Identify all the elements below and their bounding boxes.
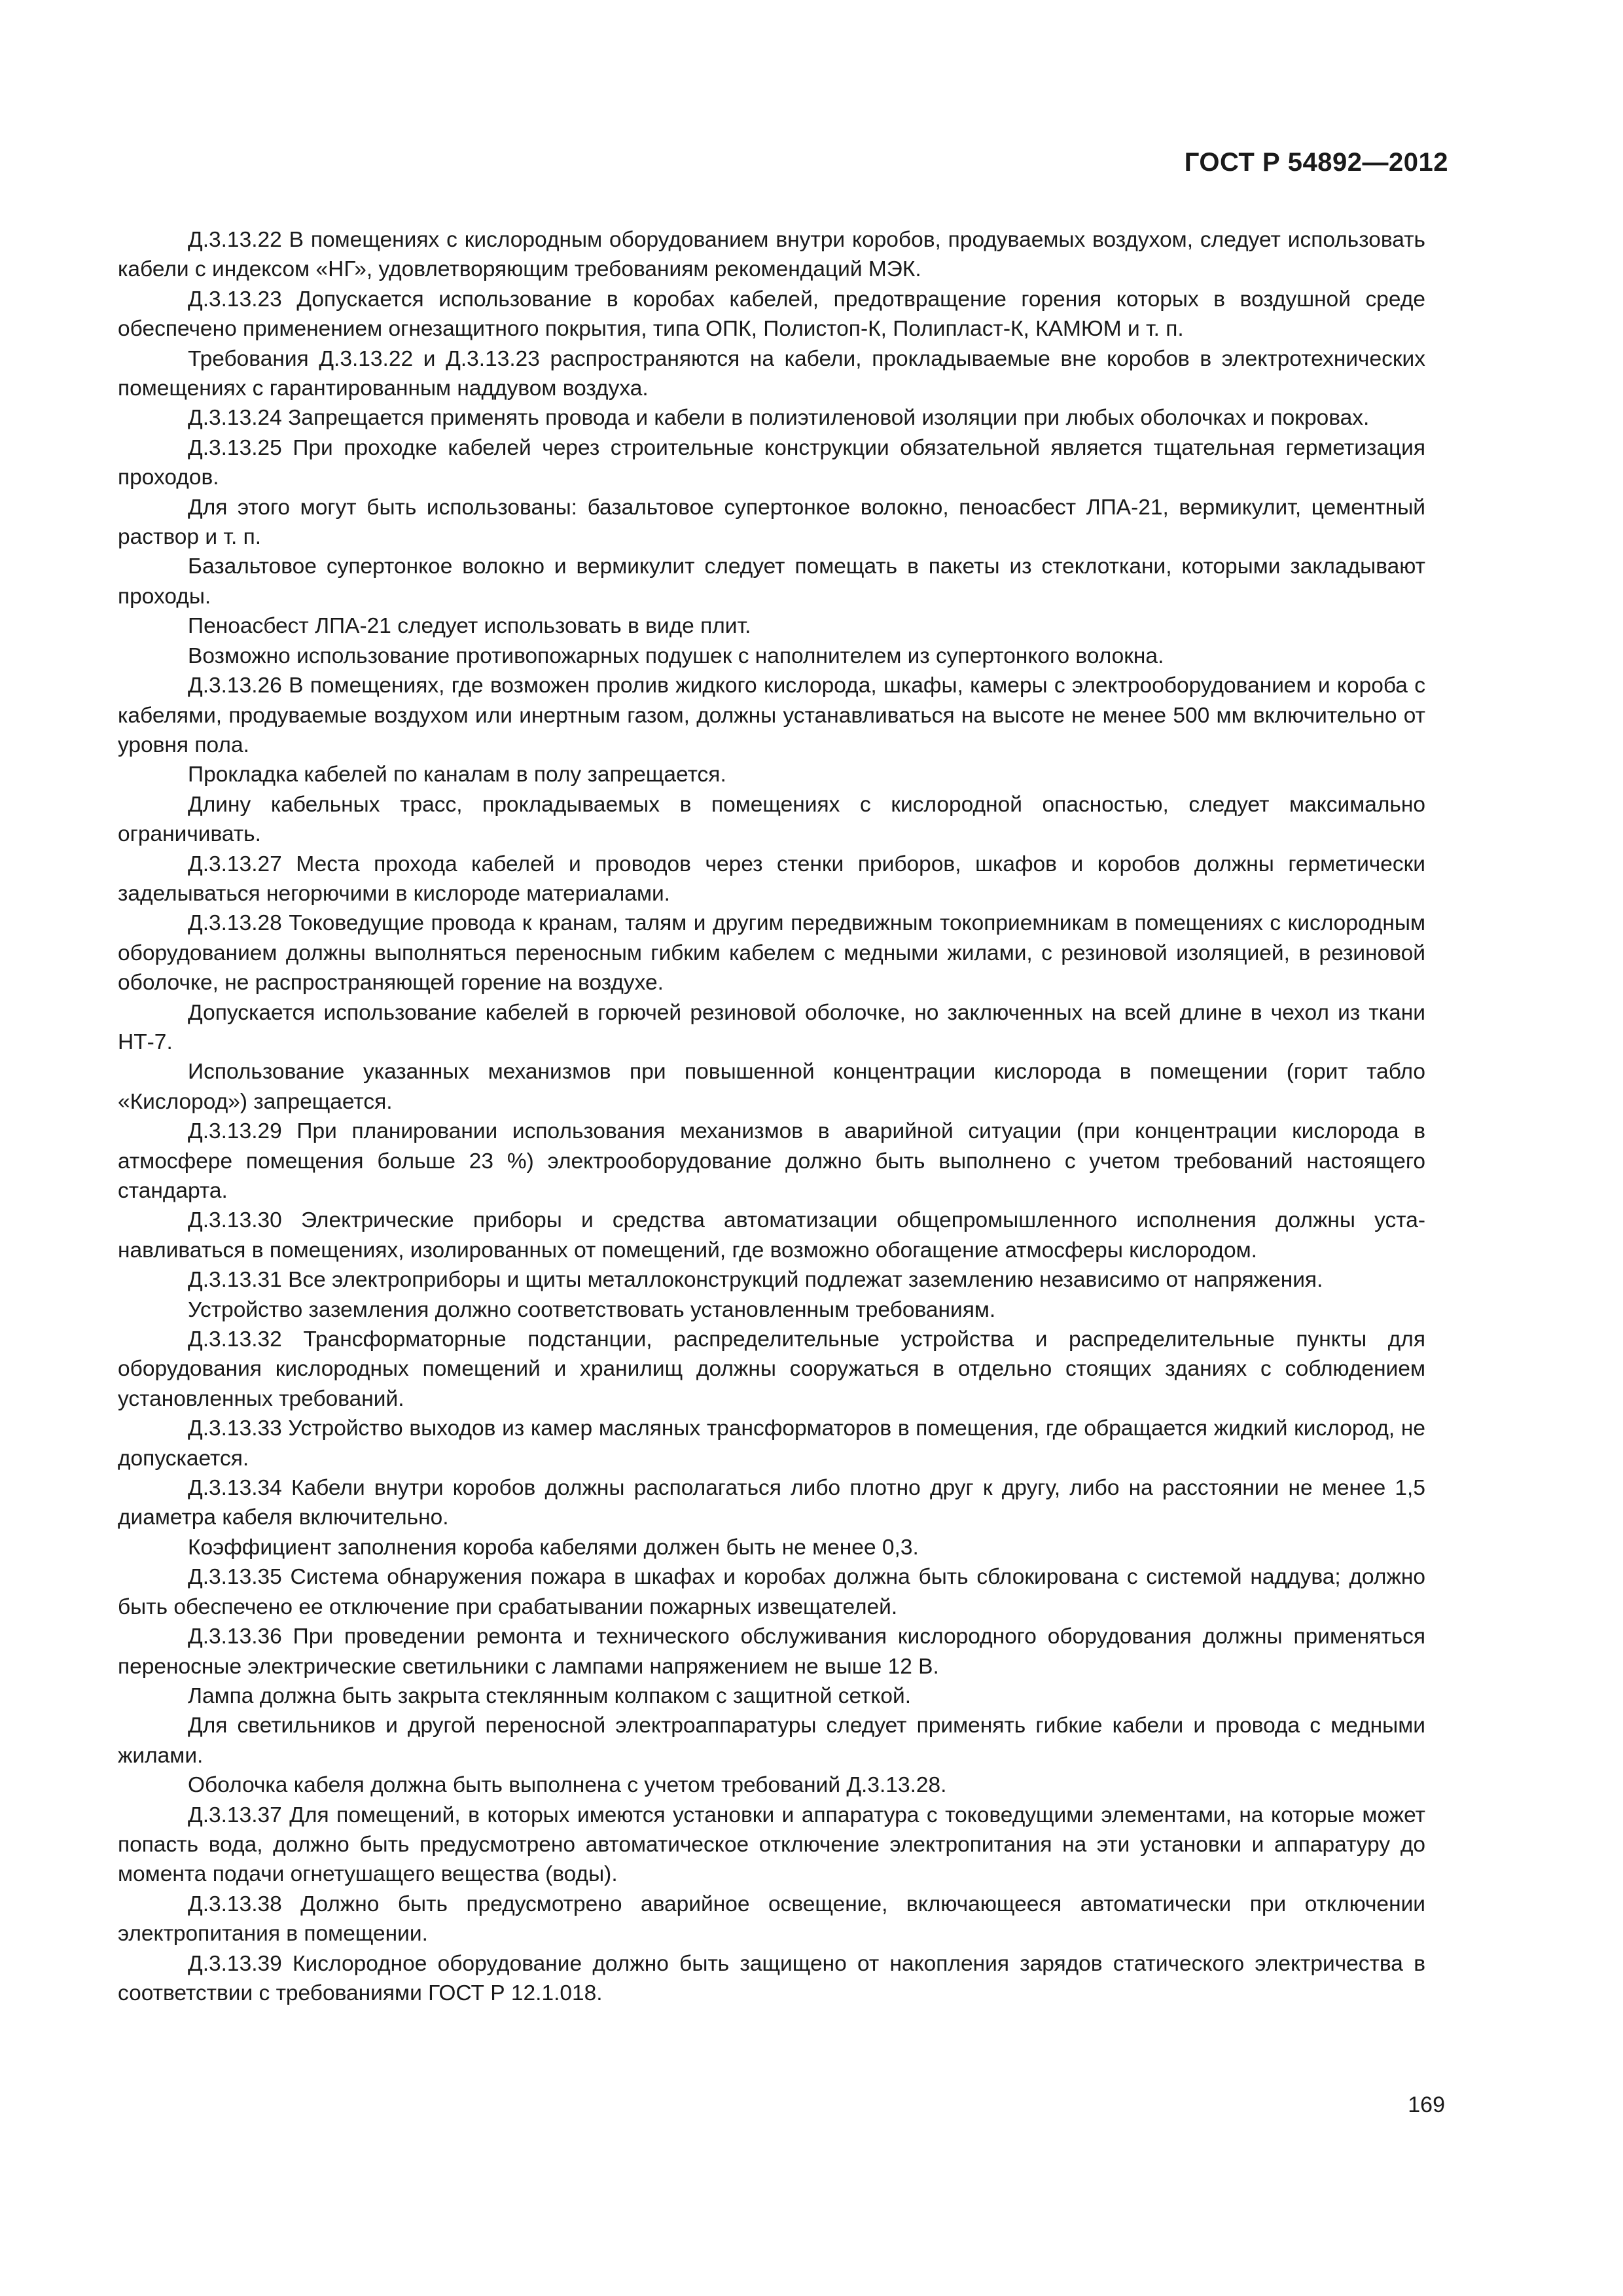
paragraph: Требования Д.3.13.22 и Д.3.13.23 распространяются на кабели, прокладываемые вне коробов в электротехнических помещениях с гарантированным наддувом воздуха. bbox=[118, 346, 1425, 401]
paragraph: Д.3.13.35 Система обнаружения пожара в шкафах и коробах должна быть сблокирована с системой наддува; должно быть обеспечено ее отключение при срабатывании пожарных извещателей. bbox=[118, 1565, 1425, 1619]
page-number: 169 bbox=[1408, 2092, 1445, 2117]
paragraph: Д.3.13.34 Кабели внутри коробов должны располагаться либо плотно друг к другу, либо на расстоянии не менее 1,5 диаметра кабеля включительно. bbox=[118, 1476, 1425, 1530]
paragraph: Устройство заземления должно соответствовать установленным требованиям. bbox=[188, 1297, 996, 1322]
paragraph: Для светильников и другой переносной электроаппаратуры следует применять гибкие кабели и провода с медными жилами. bbox=[118, 1713, 1425, 1768]
document-header: ГОСТ Р 54892—2012 bbox=[1184, 148, 1448, 177]
paragraph: Д.3.13.28 Токоведущие провода к кранам, талям и другим передвижным токоприемникам в помещениях с кислородным оборудованием должны выполняться переносным гибким кабелем с медными жилами, с резиновой изоляцией, в резиновой оболочке, не распространяющей горение на воздухе. bbox=[118, 911, 1425, 996]
paragraph: Д.3.13.27 Места прохода кабелей и проводов через стенки приборов, шкафов и коробов должны герметически заделываться негорючими в кислороде материалами. bbox=[118, 852, 1425, 906]
paragraph: Д.3.13.26 В помещениях, где возможен пролив жидкого кислорода, шкафы, камеры с электрооборудованием и короба с кабелями, продуваемые воздухом или инертным газом, должны устанавливаться на высоте не менее 500 мм включительно от уровня пола. bbox=[118, 673, 1425, 757]
paragraph: Д.3.13.25 При проходке кабелей через строительные конструкции обязательной является тщательная герметизация проходов. bbox=[118, 435, 1425, 490]
paragraph: Для этого могут быть использованы: базальтовое супертонкое волокно, пеноасбест ЛПА-21, вермикулит, цементный раствор и т. п. bbox=[118, 495, 1425, 550]
paragraph: Длину кабельных трасс, прокладываемых в помещениях с кислородной опасностью, следует максимально ограничивать. bbox=[118, 792, 1425, 847]
paragraph: Д.3.13.39 Кислородное оборудование должно быть защищено от накопления зарядов статического электричества в соответствии с требованиями ГОСТ Р 12.1.018. bbox=[118, 1951, 1425, 2005]
paragraph: Д.3.13.31 Все электроприборы и щиты металлоконструкций подлежат заземлению независимо от напряжения. bbox=[188, 1268, 1323, 1293]
paragraph: Д.3.13.22 В помещениях с кислородным оборудованием внутри коробов, продуваемых воздухом, следует использовать кабели с индексом «НГ», удовлетворяющим требованиям рекомендаций МЭК. bbox=[118, 228, 1425, 282]
paragraph: Оболочка кабеля должна быть выполнена с учетом требований Д.3.13.28. bbox=[188, 1773, 947, 1798]
paragraph: Использование указанных механизмов при повышенной концентрации кислорода в помещении (горит табло «Кислород») запрещается. bbox=[118, 1060, 1425, 1114]
paragraph: Д.3.13.29 При планировании использования механизмов в аварийной ситуации (при концентрации кислорода в атмосфере помещения больше 23 %) электрооборудование должно быть выполнено с учетом требований настоящего стандарта. bbox=[118, 1119, 1425, 1203]
paragraph: Д.3.13.37 Для помещений, в которых имеются установки и аппаратура с токоведущими элементами, на которые может попасть вода, должно быть предусмотрено автоматическое отключение электропитания на эти установки и аппаратуру до момента подачи огнетушащего вещества (воды). bbox=[118, 1803, 1425, 1887]
paragraph: Д.3.13.24 Запрещается применять провода и кабели в полиэтиленовой изоляции при любых оболочках и покровах. bbox=[188, 406, 1370, 431]
paragraph: Базальтовое супертонкое волокно и вермикулит следует помещать в пакеты из стеклоткани, которыми закладывают проходы. bbox=[118, 554, 1425, 609]
paragraph: Д.3.13.30 Электрические приборы и средства автоматизации общепромышленного исполнения должны устанавливаться в помещениях, изолированных от помещений, где возможно обогащение атмосферы кислородом. bbox=[118, 1208, 1425, 1263]
paragraph: Коэффициент заполнения короба кабелями должен быть не менее 0,3. bbox=[188, 1535, 919, 1560]
paragraph: Лампа должна быть закрыта стеклянным колпаком с защитной сеткой. bbox=[188, 1683, 912, 1708]
paragraph: Д.3.13.23 Допускается использование в коробах кабелей, предотвращение горения которых в воздушной среде обеспечено применением огнезащитного покрытия, типа ОПК, Полистоп-К, Полипласт-К, КАМЮМ и т. п. bbox=[118, 287, 1425, 342]
paragraph: Д.3.13.32 Трансформаторные подстанции, распределительные устройства и распределительные пункты для оборудования кислородных помещений и хранилищ должны сооружаться в отдельно стоящих зданиях с соблюдением установленных требований. bbox=[118, 1327, 1425, 1411]
paragraph: Пеноасбест ЛПА-21 следует использовать в виде плит. bbox=[188, 614, 751, 639]
paragraph: Допускается использование кабелей в горючей резиновой оболочке, но заключенных на всей длине в чехол из ткани НТ-7. bbox=[118, 1000, 1425, 1054]
paragraph: Прокладка кабелей по каналам в полу запрещается. bbox=[188, 762, 726, 787]
paragraph: Д.3.13.38 Должно быть предусмотрено аварийное освещение, включающееся автоматически при отключении электропитания в помещении. bbox=[118, 1892, 1425, 1946]
paragraph: Д.3.13.36 При проведении ремонта и технического обслуживания кислородного оборудования должны применяться переносные электрические светильники с лампами напряжением не выше 12 В. bbox=[118, 1624, 1425, 1679]
paragraph: Д.3.13.33 Устройство выходов из камер масляных трансформаторов в помещения, где обращается жидкий кислород, не допускается. bbox=[118, 1416, 1425, 1471]
document-body bbox=[118, 225, 1425, 2008]
paragraph: Возможно использование противопожарных подушек с наполнителем из супертонкого волокна. bbox=[188, 643, 1164, 668]
